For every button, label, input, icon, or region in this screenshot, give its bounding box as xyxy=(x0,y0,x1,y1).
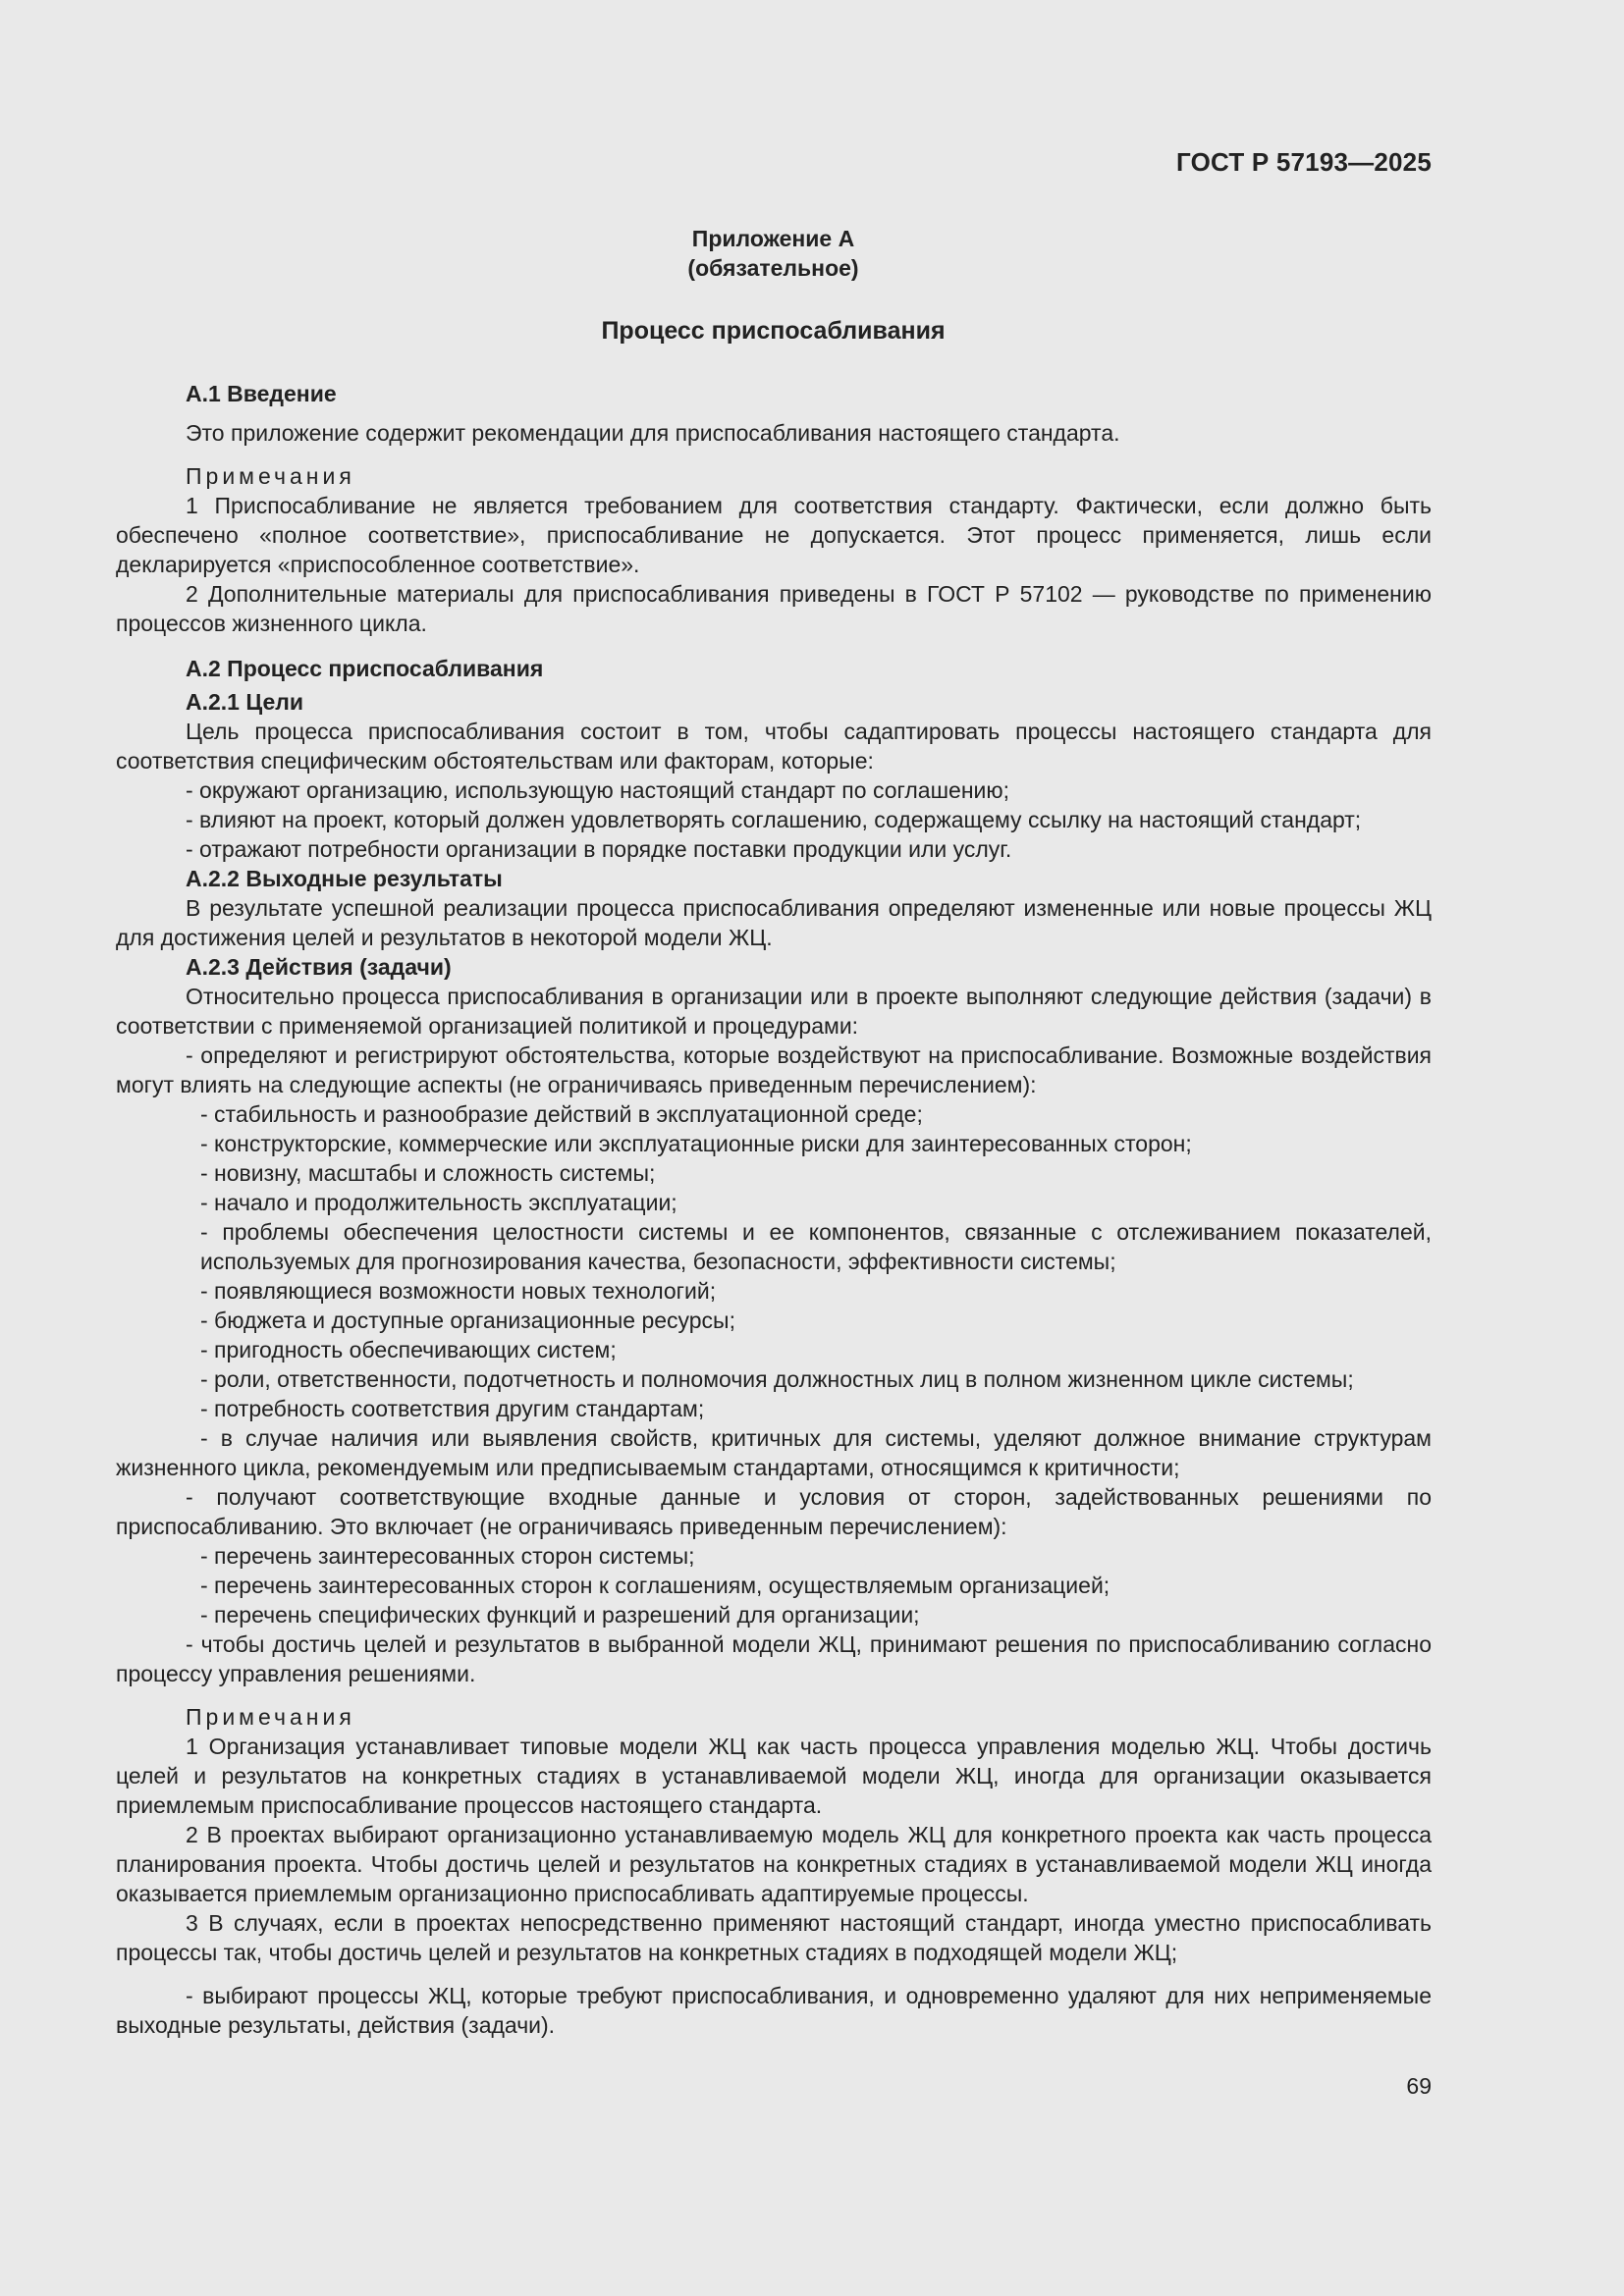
list-item: - в случае наличия или выявления свойств, критичных для системы, уделяют должное внимание структурам жизненного цикла, рекомендуемым или предписываемым стандартами, относящимся к критичности; xyxy=(116,1425,1432,1480)
list-item: - окружают организацию, использующую настоящий стандарт по соглашению; xyxy=(186,777,1010,803)
sub-list-item: - стабильность и разнообразие действий в эксплуатационной среде; xyxy=(200,1101,923,1127)
note-item: 3 В случаях, если в проектах непосредственно применяют настоящий стандарт, иногда уместно приспосабливать процессы так, чтобы достичь целей и результатов на конкретных стадиях в подходящей модели ЖЦ; xyxy=(116,1910,1432,1965)
sub-list-item: - начало и продолжительность эксплуатации; xyxy=(200,1190,677,1215)
paragraph-a1: Это приложение содержит рекомендации для приспосабливания настоящего стандарта. xyxy=(186,420,1120,446)
section-heading-a23: А.2.3 Действия (задачи) xyxy=(186,954,452,980)
page-number: 69 xyxy=(1406,2073,1432,2099)
paragraph-a22: В результате успешной реализации процесса приспосабливания определяют измененные или новые процессы ЖЦ для достижения целей и результатов в некоторой модели ЖЦ. xyxy=(116,895,1432,950)
section-heading-a1: А.1 Введение xyxy=(186,381,337,406)
sub-list-item: - перечень заинтересованных сторон к соглашениям, осуществляемым организацией; xyxy=(200,1573,1110,1598)
notes-title: Примечания xyxy=(186,463,355,489)
paragraph-a23: Относительно процесса приспосабливания в организации или в проекте выполняют следующие действия (задачи) в соответствии с применяемой организацией политикой и процедурами: xyxy=(116,984,1432,1039)
sub-list-item: - новизну, масштабы и сложность системы; xyxy=(200,1160,656,1186)
sub-list-item: - роли, ответственности, подотчетность и полномочия должностных лиц в полном жизненном цикле системы; xyxy=(200,1366,1354,1392)
list-item: - выбирают процессы ЖЦ, которые требуют приспосабливания, и одновременно удаляют для них неприменяемые выходные результаты, действия (задачи). xyxy=(116,1983,1432,2038)
standard-code: ГОСТ Р 57193—2025 xyxy=(1176,147,1432,177)
appendix-heading: Процесс приспосабливания xyxy=(601,317,946,345)
appendix-header xyxy=(0,224,1546,283)
note-item: 2 В проектах выбирают организационно устанавливаемую модель ЖЦ для конкретного проекта как часть процесса планирования проекта. Чтобы достичь целей и результатов на конкретных стадиях в устанавливаемой модели ЖЦ иногда оказывается приемлемым организационно приспосабливать адаптируемые процессы. xyxy=(116,1822,1432,1906)
appendix-status: (обязательное) xyxy=(687,255,859,281)
note-item: 2 Дополнительные материалы для приспосабливания приведены в ГОСТ Р 57102 — руководстве по применению процессов жизненного цикла. xyxy=(116,581,1432,636)
note-item: 1 Приспосабливание не является требованием для соответствия стандарту. Фактически, если должно быть обеспечено «полное соответствие», приспосабливание не допускается. Этот процесс применяется, лишь если декларируется «приспособленное соответствие». xyxy=(116,493,1432,577)
sub-list-item: - перечень специфических функций и разрешений для организации; xyxy=(200,1602,920,1628)
section-heading-a22: А.2.2 Выходные результаты xyxy=(186,866,503,891)
list-item: - отражают потребности организации в порядке поставки продукции или услуг. xyxy=(186,836,1012,862)
sub-list-item: - потребность соответствия другим стандартам; xyxy=(200,1396,705,1421)
sub-list-item: - пригодность обеспечивающих систем; xyxy=(200,1337,617,1362)
section-heading-a21: А.2.1 Цели xyxy=(186,689,303,715)
sub-list-item: - появляющиеся возможности новых технологий; xyxy=(200,1278,717,1304)
sub-list-item: - конструкторские, коммерческие или эксплуатационные риски для заинтересованных сторон; xyxy=(200,1131,1192,1156)
list-item: - влияют на проект, который должен удовлетворять соглашению, содержащему ссылку на настоящий стандарт; xyxy=(186,807,1362,832)
section-heading-a2: А.2 Процесс приспосабливания xyxy=(186,656,544,681)
list-item: - определяют и регистрируют обстоятельства, которые воздействуют на приспосабливание. Возможные воздействия могут влиять на следующие аспекты (не ограничиваясь приведенным перечислением): xyxy=(116,1042,1432,1097)
sub-list-item: - проблемы обеспечения целостности системы и ее компонентов, связанные с отслеживанием показателей, используемых для прогнозирования качества, безопасности, эффективности системы; xyxy=(200,1219,1432,1274)
list-item: - получают соответствующие входные данные и условия от сторон, задействованных решениями по приспосабливанию. Это включает (не ограничиваясь приведенным перечислением): xyxy=(116,1484,1432,1539)
notes-title: Примечания xyxy=(186,1704,355,1730)
appendix-title: Приложение А xyxy=(691,226,855,251)
paragraph-a21: Цель процесса приспосабливания состоит в том, чтобы садаптировать процессы настоящего стандарта для соответствия специфическим обстоятельствам или факторам, которые: xyxy=(116,719,1432,774)
document-body xyxy=(116,379,1432,2040)
note-item: 1 Организация устанавливает типовые модели ЖЦ как часть процесса управления моделью ЖЦ. Чтобы достичь целей и результатов на конкретных стадиях в устанавливаемой модели ЖЦ, иногда для организации оказывается приемлемым приспосабливание процессов настоящего стандарта. xyxy=(116,1734,1432,1818)
list-item: - чтобы достичь целей и результатов в выбранной модели ЖЦ, принимают решения по приспосабливанию согласно процессу управления решениями. xyxy=(116,1631,1432,1686)
sub-list-item: - перечень заинтересованных сторон системы; xyxy=(200,1543,695,1569)
sub-list-item: - бюджета и доступные организационные ресурсы; xyxy=(200,1308,735,1333)
